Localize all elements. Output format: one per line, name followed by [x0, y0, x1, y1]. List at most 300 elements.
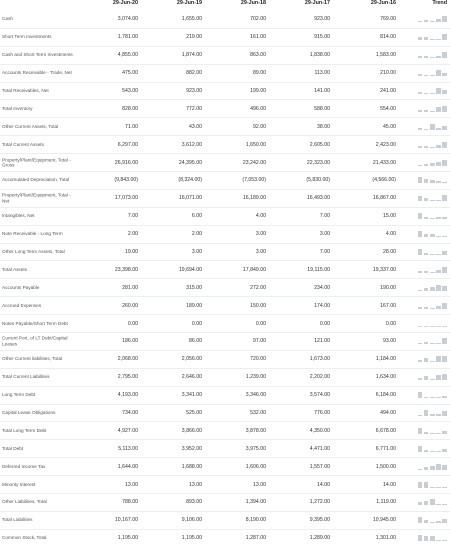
trend-sparkline[interactable]	[417, 160, 447, 166]
trend-bar	[436, 414, 441, 416]
trend-sparkline[interactable]	[417, 267, 447, 273]
trend-bar	[436, 397, 441, 398]
trend-bar	[424, 271, 429, 273]
trend-bar	[418, 196, 423, 201]
table-row	[0, 171, 450, 189]
row-value: (7,053.00)	[242, 177, 266, 184]
trend-sparkline[interactable]	[417, 374, 447, 380]
row-label: Current Port. of LT Debt/Capital Leases	[2, 335, 68, 347]
trend-bar	[442, 338, 447, 344]
trend-bar	[424, 342, 429, 345]
row-value: 1,634.00	[375, 374, 396, 381]
row-label: Total Inventory	[2, 106, 33, 112]
trend-bar	[442, 303, 447, 309]
trend-bar	[418, 446, 423, 452]
trend-bar	[430, 111, 435, 112]
trend-bar	[418, 290, 423, 291]
row-value: 23,398.00	[114, 266, 138, 273]
row-value: 19.00	[125, 249, 138, 256]
row-value: 1,688.00	[181, 463, 202, 470]
row-value: 4,927.00	[117, 427, 138, 434]
row-label: Property/Plant/Equipment, Total - Gross	[2, 156, 71, 168]
trend-bar	[418, 343, 423, 344]
table-row	[0, 243, 450, 261]
trend-bar	[442, 449, 447, 452]
table-row	[0, 314, 450, 332]
trend-sparkline[interactable]	[417, 16, 447, 22]
row-value: 161.00	[250, 34, 266, 41]
row-value: 1,838.00	[309, 52, 330, 59]
row-label: Note Receivable - Long Term	[2, 231, 63, 237]
row-value: 4,350.00	[309, 427, 330, 434]
trend-bar	[418, 231, 423, 237]
row-value: 13.00	[189, 481, 202, 488]
row-value: 3,866.00	[181, 427, 202, 434]
row-value: 38.00	[317, 123, 330, 130]
row-value: 893.00	[186, 499, 202, 506]
row-value: 13.00	[253, 481, 266, 488]
trend-bar	[436, 145, 441, 148]
row-value: 1,119.00	[376, 499, 396, 506]
row-value: 10,945.00	[372, 517, 396, 524]
row-value: 93.00	[383, 338, 396, 345]
row-value: 3.00	[319, 231, 330, 238]
row-value: 923.00	[186, 88, 202, 94]
row-value: 97.00	[253, 338, 266, 345]
row-label: Accumulated Depreciation, Total	[2, 177, 70, 183]
table-row	[0, 386, 450, 404]
row-label: Total Assets	[2, 267, 28, 273]
trend-bar	[430, 272, 435, 273]
row-value: 16,189.00	[242, 195, 266, 202]
row-value: 9,395.00	[309, 517, 330, 524]
trend-bar	[418, 165, 423, 166]
row-value: 882.00	[186, 70, 202, 77]
row-value: 167.00	[380, 302, 396, 309]
row-value: 4.00	[255, 213, 266, 220]
trend-bar	[418, 307, 423, 309]
table-row	[0, 421, 450, 439]
row-value: 788.00	[122, 499, 138, 506]
trend-bar	[430, 57, 435, 58]
trend-bar	[430, 414, 435, 416]
row-value: 475.00	[122, 70, 138, 77]
table-row	[0, 529, 450, 547]
trend-bar	[442, 16, 447, 22]
trend-sparkline[interactable]	[417, 303, 447, 309]
trend-bar	[418, 428, 423, 434]
trend-sparkline[interactable]	[417, 356, 447, 362]
trend-sparkline[interactable]	[417, 285, 447, 291]
trend-sparkline[interactable]	[417, 482, 447, 488]
trend-sparkline[interactable]	[417, 177, 447, 183]
row-value: 234.00	[314, 284, 330, 291]
trend-bar	[430, 287, 435, 291]
row-value: 1,239.00	[245, 374, 266, 381]
trend-sparkline[interactable]	[417, 321, 447, 327]
trend-bar	[436, 504, 441, 506]
trend-bar	[430, 200, 435, 202]
row-value: 10,167.00	[114, 517, 138, 524]
trend-bar	[430, 308, 435, 309]
row-value: 1,184.00	[375, 356, 396, 363]
trend-bar	[418, 249, 423, 255]
row-label: Capital Lease Obligations	[2, 410, 56, 416]
trend-bar	[424, 37, 429, 40]
row-value: 2.00	[127, 231, 138, 238]
row-value: 3,952.00	[181, 445, 202, 452]
trend-sparkline[interactable]	[417, 410, 447, 416]
trend-sparkline[interactable]	[417, 428, 447, 434]
trend-bar	[418, 56, 423, 58]
row-value: 6,297.00	[117, 141, 138, 148]
table-row	[0, 117, 450, 135]
table-row	[0, 368, 450, 386]
row-value: 1,195.00	[181, 535, 202, 542]
table-row	[0, 64, 450, 82]
trend-bar	[430, 451, 435, 452]
row-value: 828.00	[122, 105, 138, 112]
row-value: 3.00	[255, 249, 266, 256]
row-value: 7.00	[127, 213, 138, 220]
row-value: 89.00	[253, 70, 266, 77]
row-value: 3,074.00	[117, 15, 138, 22]
trend-bar	[424, 397, 429, 398]
trend-bar	[418, 360, 423, 363]
col-header-date[interactable]: 29-Jun-18	[240, 0, 266, 6]
row-label: Cash	[2, 16, 13, 22]
trend-bar	[442, 34, 447, 40]
row-value: 1,557.00	[309, 463, 330, 470]
trend-sparkline[interactable]	[417, 195, 447, 201]
row-value: 588.00	[314, 105, 330, 112]
trend-bar	[436, 487, 441, 488]
trend-bar	[424, 75, 429, 76]
trend-sparkline[interactable]	[417, 464, 447, 470]
trend-sparkline[interactable]	[417, 213, 447, 219]
trend-bar	[424, 520, 429, 523]
table-row	[0, 475, 450, 493]
row-value: 71.00	[125, 123, 138, 130]
row-value: 241.00	[380, 88, 396, 94]
row-value: 15.00	[383, 213, 396, 220]
trend-bar	[418, 517, 423, 523]
row-value: 2,202.00	[309, 374, 330, 381]
table-row	[0, 46, 450, 64]
row-value: 189.00	[186, 302, 202, 309]
row-value: 776.00	[314, 410, 330, 417]
trend-bar	[442, 251, 447, 255]
trend-bar	[436, 128, 441, 129]
row-value: 174.00	[314, 302, 330, 309]
trend-bar	[430, 218, 435, 219]
row-value: 16,867.00	[372, 195, 396, 202]
row-value: 3,612.00	[181, 141, 202, 148]
row-value: 6,184.00	[375, 392, 396, 399]
row-label: Other Current liabilities, Total	[2, 356, 63, 362]
trend-bar	[430, 343, 435, 345]
trend-bar	[436, 521, 441, 524]
row-value: 1,583.00	[375, 52, 396, 59]
trend-sparkline[interactable]	[417, 338, 447, 344]
trend-bar	[418, 415, 423, 416]
row-label: Accrued Expenses	[2, 302, 42, 308]
row-value: 199.00	[250, 88, 266, 94]
row-value: 2,646.00	[181, 374, 202, 381]
table-row	[0, 457, 450, 475]
trend-sparkline[interactable]	[417, 106, 447, 112]
row-value: 496.00	[250, 105, 266, 112]
trend-bar	[430, 499, 435, 505]
trend-bar	[424, 164, 429, 166]
trend-bar	[430, 397, 435, 398]
trend-bar	[442, 236, 447, 237]
trend-bar	[442, 286, 447, 291]
trend-bar	[442, 487, 447, 488]
row-value: 6,771.00	[375, 445, 396, 452]
row-value: 702.00	[250, 15, 266, 22]
trend-bar	[442, 465, 447, 470]
row-value: 9,106.00	[181, 517, 202, 524]
trend-bar	[430, 163, 435, 166]
trend-bar	[418, 146, 423, 148]
trend-bar	[436, 107, 441, 112]
row-value: 26,916.00	[114, 159, 138, 166]
trend-bar	[430, 39, 435, 40]
trend-bar	[424, 358, 429, 363]
table-row	[0, 493, 450, 511]
table-body	[0, 10, 450, 547]
row-value: 1,781.00	[117, 34, 138, 41]
trend-sparkline[interactable]	[417, 535, 447, 541]
trend-bar	[424, 217, 429, 219]
row-label: Intangibles, Net	[2, 213, 35, 219]
row-value: 14.00	[383, 481, 396, 488]
col-header-trend: Trend	[432, 0, 447, 6]
row-label: Property/Plant/Equipment, Total - Net	[2, 192, 71, 204]
row-value: 4,471.00	[309, 445, 330, 452]
trend-bar	[424, 288, 429, 291]
table-header	[0, 0, 450, 10]
table-row	[0, 260, 450, 278]
trend-bar	[418, 535, 423, 541]
row-value: 915.00	[314, 34, 330, 41]
trend-bar	[430, 21, 435, 22]
row-value: 315.00	[186, 284, 202, 291]
row-value: 281.00	[122, 284, 138, 291]
table-row	[0, 10, 450, 28]
trend-bar	[430, 124, 435, 130]
row-value: (4,566.00)	[372, 177, 396, 184]
trend-bar	[418, 326, 423, 327]
row-value: 1,650.00	[245, 141, 266, 148]
row-value: 2.00	[191, 231, 202, 238]
row-value: (5,830.00)	[306, 177, 330, 184]
row-value: 3,346.00	[245, 392, 266, 399]
trend-sparkline[interactable]	[417, 499, 447, 505]
trend-bar	[436, 343, 441, 344]
trend-bar	[430, 466, 435, 470]
row-value: 1,655.00	[181, 15, 202, 22]
row-value: 3,878.00	[245, 427, 266, 434]
trend-bar	[442, 182, 447, 183]
trend-bar	[424, 20, 429, 21]
trend-sparkline[interactable]	[417, 52, 447, 58]
trend-bar	[436, 70, 441, 76]
trend-bar	[424, 110, 429, 112]
trend-bar	[442, 142, 447, 148]
trend-bar	[424, 56, 429, 58]
row-value: 3.00	[191, 249, 202, 256]
row-value: 554.00	[380, 105, 396, 112]
trend-bar	[424, 253, 429, 255]
trend-bar	[424, 432, 429, 434]
row-value: 6,678.00	[375, 427, 396, 434]
row-value: 772.00	[186, 105, 202, 112]
trend-bar	[436, 433, 441, 434]
trend-bar	[442, 504, 447, 505]
trend-sparkline[interactable]	[417, 517, 447, 523]
trend-bar	[424, 410, 429, 416]
row-value: 19,115.00	[307, 266, 330, 273]
row-value: 0.00	[255, 320, 266, 327]
trend-bar	[424, 198, 429, 201]
row-value: 5,113.00	[118, 445, 138, 452]
trend-bar	[442, 356, 447, 362]
table-row	[0, 278, 450, 296]
trend-bar	[424, 482, 429, 488]
row-value: 1,287.00	[245, 535, 266, 542]
row-value: 0.00	[127, 320, 138, 327]
trend-bar	[442, 90, 447, 94]
trend-sparkline[interactable]	[417, 88, 447, 94]
trend-bar	[430, 379, 435, 380]
trend-bar	[424, 179, 429, 184]
trend-bar	[442, 73, 447, 76]
trend-bar	[436, 451, 441, 452]
trend-bar	[436, 200, 441, 201]
row-value: 1,301.00	[375, 535, 396, 542]
row-value: 141.00	[314, 88, 330, 94]
row-value: 2,605.00	[309, 141, 330, 148]
row-label: Cash and Short Term Investments	[2, 52, 73, 58]
trend-sparkline[interactable]	[417, 446, 447, 452]
trend-bar	[436, 464, 441, 470]
trend-bar	[436, 19, 441, 22]
row-value: (9,843.00)	[114, 177, 138, 184]
col-header-date[interactable]: 29-Jun-17	[304, 0, 330, 6]
row-label: Total Debt	[2, 446, 24, 452]
trend-sparkline[interactable]	[417, 249, 447, 255]
trend-bar	[442, 195, 447, 201]
row-value: 1,195.00	[117, 535, 138, 542]
row-value: 2,056.00	[181, 356, 202, 363]
row-value: 0.00	[191, 320, 202, 327]
row-label: Total Liabilities	[2, 517, 33, 523]
trend-bar	[436, 217, 441, 219]
row-value: 720.00	[250, 356, 266, 363]
row-value: 113.00	[314, 70, 330, 77]
row-value: 43.00	[189, 123, 202, 130]
trend-sparkline[interactable]	[417, 124, 447, 130]
trend-bar	[430, 93, 435, 94]
row-value: 4,193.00	[117, 392, 138, 399]
row-value: 17,073.00	[114, 195, 138, 202]
trend-sparkline[interactable]	[417, 34, 447, 40]
row-value: 1,673.00	[309, 356, 330, 363]
trend-bar	[436, 254, 441, 255]
table-row	[0, 511, 450, 529]
row-value: 923.00	[314, 15, 330, 22]
trend-bar	[442, 217, 447, 219]
trend-bar	[424, 326, 429, 327]
row-value: 543.00	[122, 88, 138, 94]
trend-bar	[430, 75, 435, 76]
trend-sparkline[interactable]	[417, 392, 447, 398]
trend-bar	[442, 396, 447, 399]
row-label: Common Stock, Total	[2, 535, 47, 541]
row-label: Total Current Assets	[2, 141, 44, 147]
col-header-date[interactable]: 29-Jun-20	[112, 0, 138, 6]
row-value: 532.00	[250, 410, 266, 417]
trend-bar	[436, 270, 441, 273]
row-label: Long Term Debt	[2, 392, 36, 398]
row-value: 4.00	[385, 231, 396, 238]
row-value: 814.00	[380, 34, 396, 41]
row-value: 3,975.00	[245, 445, 266, 452]
trend-bar	[424, 467, 429, 470]
trend-bar	[430, 326, 435, 327]
row-value: 3,574.00	[309, 392, 330, 399]
trend-bar	[418, 482, 423, 488]
trend-bar	[418, 92, 423, 94]
trend-bar	[436, 56, 441, 58]
trend-bar	[442, 126, 447, 130]
row-value: 6.00	[191, 213, 202, 220]
trend-bar	[436, 39, 441, 40]
trend-bar	[424, 536, 429, 541]
row-value: 16,071.00	[178, 195, 202, 202]
row-value: 16,493.00	[306, 195, 330, 202]
trend-bar	[424, 376, 429, 380]
trend-sparkline[interactable]	[417, 70, 447, 76]
trend-bar	[430, 433, 435, 434]
trend-sparkline[interactable]	[417, 231, 447, 237]
col-header-date[interactable]: 29-Jun-19	[176, 0, 202, 6]
trend-bar	[436, 181, 441, 183]
row-value: 186.00	[122, 338, 138, 345]
row-value: 494.00	[380, 410, 396, 417]
row-label: Other Liabilities, Total	[2, 499, 47, 505]
row-value: 272.00	[250, 284, 266, 291]
row-value: 8,190.00	[245, 517, 266, 524]
row-label: Other Current Assets, Total	[2, 123, 59, 129]
trend-sparkline[interactable]	[417, 142, 447, 148]
trend-bar	[442, 519, 447, 524]
row-value: 121.00	[314, 338, 330, 345]
row-label: Other Long Term Assets, Total	[2, 249, 65, 255]
row-value: 2,423.00	[375, 141, 396, 148]
row-value: 1,874.00	[181, 52, 202, 59]
row-value: 23,242.00	[242, 159, 266, 166]
row-value: 14.00	[317, 481, 330, 488]
trend-bar	[436, 326, 441, 327]
col-header-date[interactable]: 29-Jun-16	[370, 0, 396, 6]
table-row	[0, 99, 450, 117]
trend-bar	[430, 361, 435, 362]
row-value: 1,606.00	[245, 463, 266, 470]
trend-bar	[418, 37, 423, 40]
